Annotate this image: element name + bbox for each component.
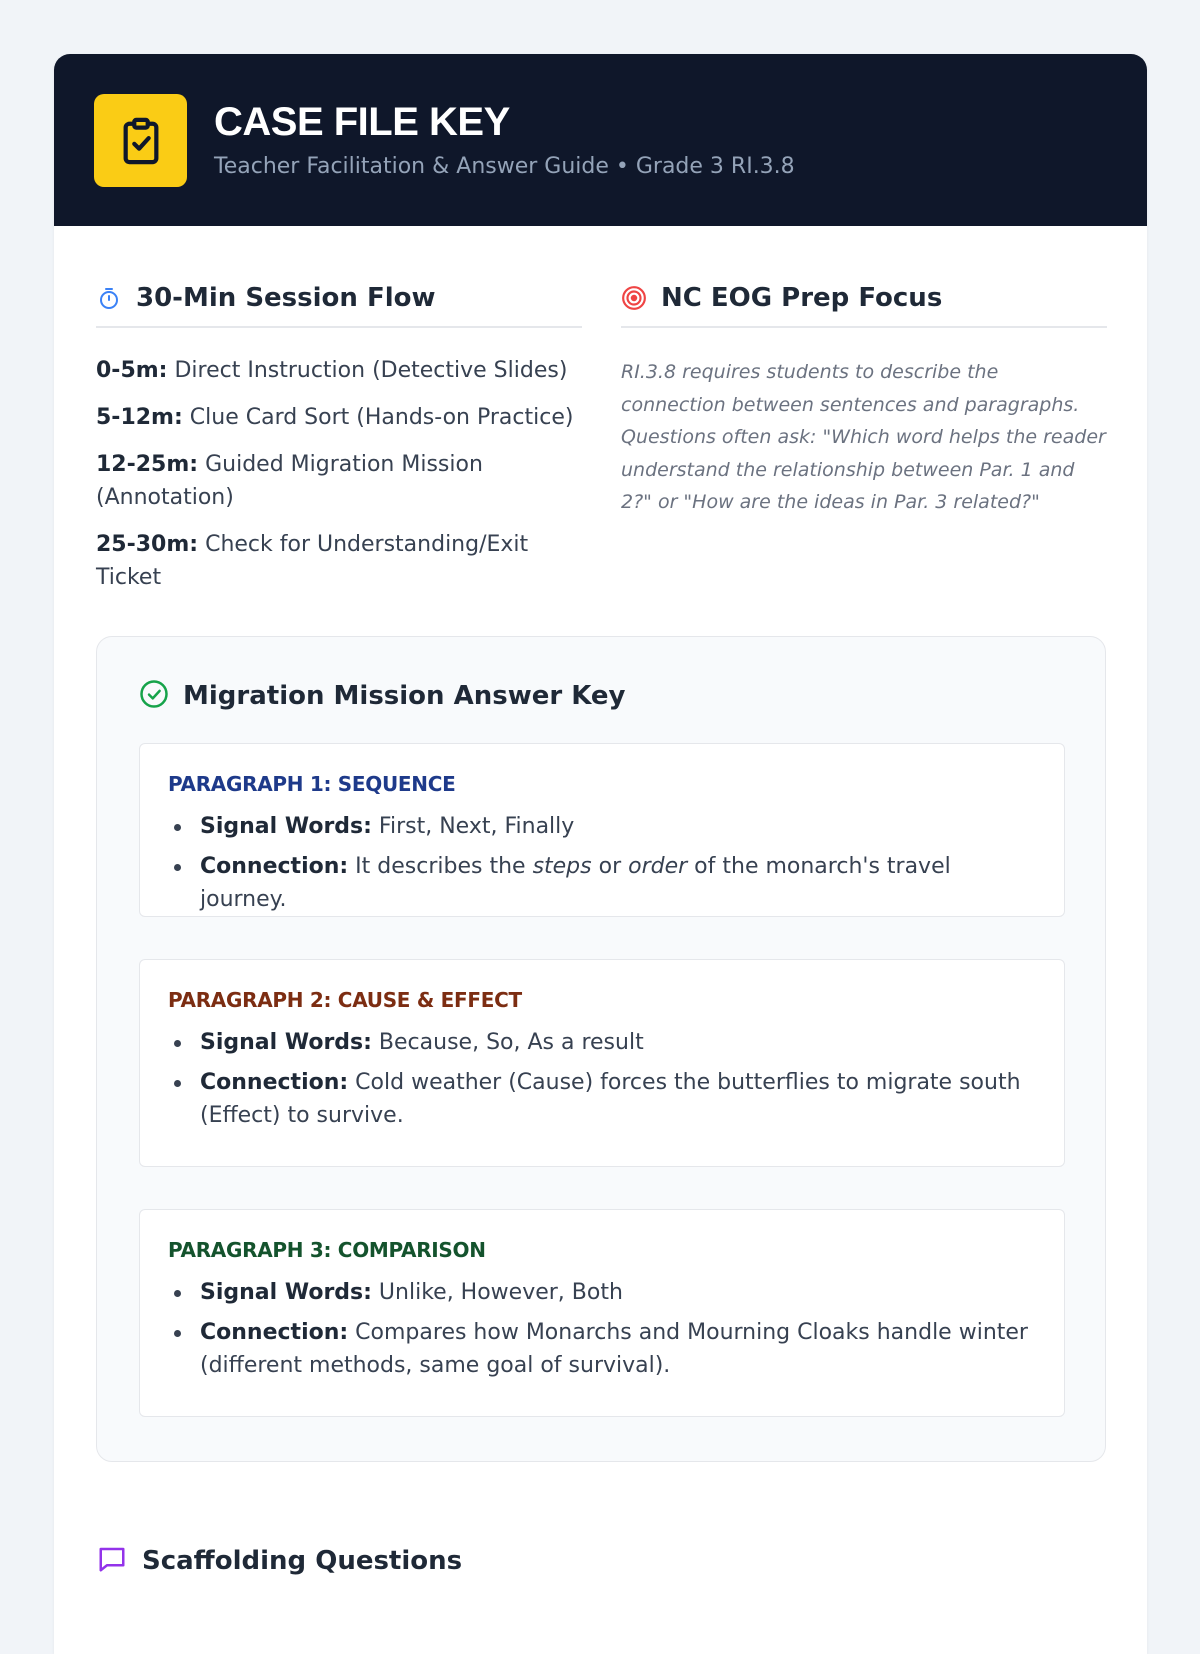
- signal-label: Signal Words:: [200, 1280, 372, 1305]
- page-title: CASE FILE KEY: [214, 100, 510, 144]
- connection-text: Cold weather (Cause) forces the butterflies to migrate south (Effect) to survive.: [200, 1070, 1021, 1128]
- page-subtitle: Teacher Facilitation & Answer Guide • Grade 3 RI.3.8: [214, 154, 795, 179]
- flow-item: [96, 354, 582, 387]
- connection-label: Connection:: [200, 1070, 349, 1095]
- connection-text: It describes the: [348, 854, 533, 879]
- connection-text: Compares how Monarchs and Mourning Cloaks handle winter (different methods, same goal of survival).: [200, 1320, 1028, 1378]
- list-item: [168, 1316, 1036, 1382]
- answer-key-title: Migration Mission Answer Key: [183, 681, 626, 711]
- answer-guide-card: [54, 54, 1147, 1654]
- connection-label: Connection:: [200, 854, 349, 879]
- scaffolding-section: [96, 1544, 462, 1578]
- session-flow-title: 30-Min Session Flow: [136, 283, 436, 313]
- paragraph-title: PARAGRAPH 2: CAUSE & EFFECT: [168, 988, 522, 1012]
- list-item: [168, 1026, 1036, 1059]
- scaffolding-title: Scaffolding Questions: [142, 1546, 463, 1576]
- signal-label: Signal Words:: [200, 814, 372, 839]
- signal-words: Unlike, However, Both: [371, 1280, 623, 1305]
- answer-key-panel: [96, 636, 1106, 1462]
- paragraph-title: PARAGRAPH 1: SEQUENCE: [168, 772, 456, 796]
- connection-text: or: [591, 854, 629, 879]
- flow-item: [96, 401, 582, 434]
- target-icon: [621, 285, 647, 311]
- flow-time: 12-25m:: [96, 452, 199, 477]
- paragraph-card: [139, 743, 1065, 917]
- list-item: [168, 850, 1036, 916]
- prep-focus-section: [621, 270, 1107, 519]
- prep-focus-title: NC EOG Prep Focus: [661, 283, 943, 313]
- stopwatch-icon: [96, 285, 122, 311]
- signal-words: Because, So, As a result: [371, 1030, 644, 1055]
- connection-emphasis: steps: [532, 854, 592, 879]
- paragraph-card: [139, 1209, 1065, 1417]
- signal-words: First, Next, Finally: [371, 814, 575, 839]
- flow-text: Direct Instruction (Detective Slides): [167, 358, 568, 383]
- list-item: [168, 810, 1036, 843]
- connection-label: Connection:: [200, 1320, 349, 1345]
- flow-time: 25-30m:: [96, 532, 199, 557]
- connection-emphasis: order: [628, 854, 688, 879]
- flow-item: [96, 448, 582, 514]
- flow-item: [96, 528, 582, 594]
- flow-time: 5-12m:: [96, 405, 183, 430]
- session-flow-section: [96, 270, 582, 608]
- paragraph-card: [139, 959, 1065, 1167]
- prep-focus-text: RI.3.8 requires students to describe the connection between sentences and paragraphs. Questions often ask: "Which word helps the reader understand the relationship between Par. 1 and 2?" or "How are the ideas in Par. 3 related?": [621, 361, 1106, 513]
- connection-text: of the monarch's travel journey.: [200, 854, 951, 912]
- check-circle-icon: [139, 679, 169, 713]
- list-item: [168, 1066, 1036, 1132]
- clipboard-check-icon: [94, 94, 187, 187]
- flow-text: Guided Migration Mission (Annotation): [96, 452, 483, 510]
- signal-label: Signal Words:: [200, 1030, 372, 1055]
- paragraph-title: PARAGRAPH 3: COMPARISON: [168, 1238, 486, 1262]
- flow-text: Check for Understanding/Exit Ticket: [96, 532, 529, 590]
- header: [54, 54, 1147, 226]
- list-item: [168, 1276, 1036, 1309]
- speech-bubble-icon: [96, 1544, 128, 1578]
- flow-time: 0-5m:: [96, 358, 168, 383]
- flow-text: Clue Card Sort (Hands-on Practice): [182, 405, 574, 430]
